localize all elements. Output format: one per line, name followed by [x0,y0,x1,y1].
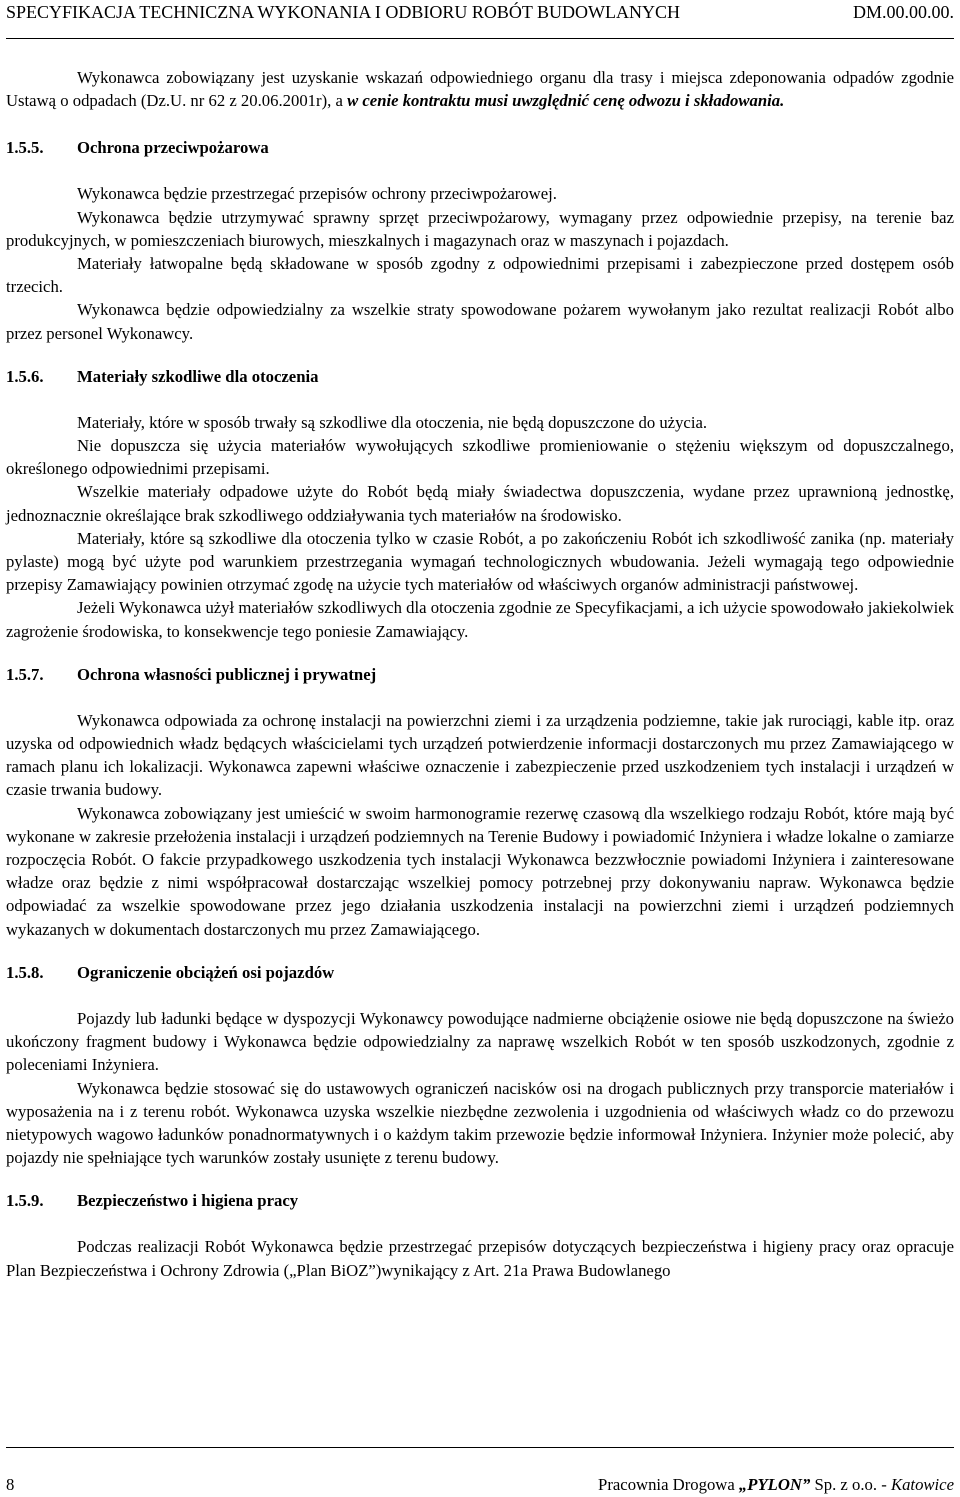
section-number: 1.5.9. [6,1191,44,1211]
section-heading [6,663,954,687]
paragraph: Jeżeli Wykonawca użył materiałów szkodliwych dla otoczenia zgodnie ze Specyfikacjami, a ich użycie spowodowało jakiekolwiek zagrożenie środowiska, to konsekwencje tego poniesie Zamawiający. [6,598,954,641]
company-city: Katowice [890,1475,954,1494]
section-title: Ochrona przeciwpożarowa [77,138,269,158]
section-number: 1.5.7. [6,664,44,684]
header-divider [6,38,954,39]
intro-paragraph: Wykonawca zobowiązany jest uzyskanie wskazań odpowiedniego organu dla trasy i miejsca zdeponowania odpadów zgodnie Ustawą o odpadach (Dz.U. nr 62 z 20.06.2001r), a w cenie kontraktu musi uwzględnić cenę odwozu i składowania. [6,68,954,111]
section-title: Bezpieczeństwo i higiena pracy [77,1191,299,1211]
paragraph: Wszelkie materiały odpadowe użyte do Robót będą miały świadectwa dopuszczenia, wydane przez uprawnioną jednostkę, jednoznacznie określające brak szkodliwego oddziaływania tych materiałów na środowisko. [6,482,954,525]
section-title: Ochrona własności publicznej i prywatnej [77,664,377,684]
intro-emphasis: w cenie kontraktu musi uwzględnić cenę odwozu i składowania. [347,91,785,111]
paragraph: Wykonawca zobowiązany jest umieścić w swoim harmonogramie rezerwę czasową dla wszelkiego rodzaju Robót, które mają być wykonane w zakresie przełożenia instalacji i urządzeń podziemnych na Terenie Budowy i powiadomić Inżyniera i władze lokalne o zamiarze rozpoczęcia Robót. O fakcie przypadkowego uszkodzenia tych instalacji Wykonawca bezzwłocznie powiadomi Inżyniera i zainteresowane władze oraz będzie z nimi współpracował dostarczając wszelkiej pomocy potrzebnej przy dokonywaniu napraw. Wykonawca będzie odpowiadać za wszelkie spowodowane przez jego działania uszkodzenia instalacji na powierzchni ziemi i urządzeń podziemnych wykazanych w dokumentach dostarczonych mu przez Zamawiającego. [6,803,954,939]
document-code: DM.00.00.00. [852,2,954,22]
company-name: Pracownia Drogowa „PYLON” Sp. z o.o. - Katowice [598,1475,954,1494]
page-number: 8 [6,1475,15,1494]
section-title: Ograniczenie obciążeń osi pojazdów [77,962,335,982]
document-title: SPECYFIKACJA TECHNICZNA WYKONANIA I ODBIORU ROBÓT BUDOWLANYCH [6,2,681,22]
paragraph: Pojazdy lub ładunki będące w dyspozycji Wykonawcy powodujące nadmierne obciążenie osiowe nie będą dopuszczone na świeżo ukończony fragment budowy i Wykonawca będzie odpowiedzialny za naprawę wszelkich Robót w ten sposób uszkodzonych, zgodnie z poleceniami Inżyniera. [6,1008,954,1075]
section-heading [6,961,954,985]
paragraph: Wykonawca odpowiada za ochronę instalacji na powierzchni ziemi i za urządzenia podziemne, takie jak rurociągi, kable itp. oraz uzyska od odpowiednich władz będących właścicielami tych urządzeń potwierdzenie informacji dostarczonych mu przez Zamawiającego w ramach planu ich lokalizacji. Wykonawca zapewni właściwe oznaczenie i zabezpieczenie przed uszkodzeniem tych instalacji i urządzeń w czasie trwania budowy. [6,710,954,800]
section-number: 1.5.8. [6,962,44,982]
paragraph: Materiały, które w sposób trwały są szkodliwe dla otoczenia, nie będą dopuszczone do użycia. [77,412,708,432]
paragraph: Wykonawca będzie utrzymywać sprawny sprzęt przeciwpożarowy, wymagany przez odpowiednie przepisy, na terenie baz produkcyjnych, w pomieszczeniach biurowych, mieszkalnych i magazynach oraz w maszynach i pojazdach. [6,207,954,250]
paragraph: Wykonawca będzie stosować się do ustawowych ograniczeń nacisków osi na drogach publicznych przy transporcie materiałów i wyposażenia na i z terenu robót. Wykonawca uzyska wszelkie niezbędne zezwolenia i uzgodnienia od właściwych władz co do przewozu nietypowych wagowo ładunków ponadnormatywnych i o każdym takim przewozie będzie informował Inżyniera. Inżynier może polecić, aby pojazdy nie spełniające tych warunków zostały usunięte z terenu budowy. [6,1078,954,1168]
paragraph: Wykonawca będzie odpowiedzialny za wszelkie straty spowodowane pożarem wywołanym jako rezultat realizacji Robót albo przez personel Wykonawcy. [6,300,954,343]
paragraph: Wykonawca będzie przestrzegać przepisów ochrony przeciwpożarowej. [77,184,557,204]
document-body [6,66,954,1282]
paragraph: Materiały łatwopalne będą składowane w sposób zgodny z odpowiednimi przepisami i zabezpieczone przed dostępem osób trzecich. [6,254,954,297]
section-title: Materiały szkodliwe dla otoczenia [77,366,319,386]
page-header [6,0,954,28]
section-heading [6,136,954,160]
section-heading [6,365,954,389]
company-brand: „PYLON” [738,1475,811,1494]
section-number: 1.5.5. [6,138,44,158]
paragraph: Nie dopuszcza się użycia materiałów wywołujących szkodliwe promieniowanie o stężeniu większym od dopuszczalnego, określonego odpowiednimi przepisami. [6,436,954,479]
paragraph: Materiały, które są szkodliwe dla otoczenia tylko w czasie Robót, a po zakończeniu Robót ich szkodliwość zanika (np. materiały pylaste) mogą być użyte pod warunkiem przestrzegania wymagań technologicznych wbudowania. Jeżeli wymagają tego odpowiednie przepisy Zamawiający powinien otrzymać zgodę na użycie tych materiałów od właściwych organów administracji państwowej. [6,528,954,595]
section-number: 1.5.6. [6,366,44,386]
paragraph: Podczas realizacji Robót Wykonawca będzie przestrzegać przepisów dotyczących bezpieczeństwa i higieny pracy oraz opracuje Plan Bezpieczeństwa i Ochrony Zdrowia („Plan BiOZ”)wynikający z Art. 21a Prawa Budowlanego [6,1237,954,1280]
footer-divider [6,1447,954,1448]
section-heading [6,1189,954,1213]
